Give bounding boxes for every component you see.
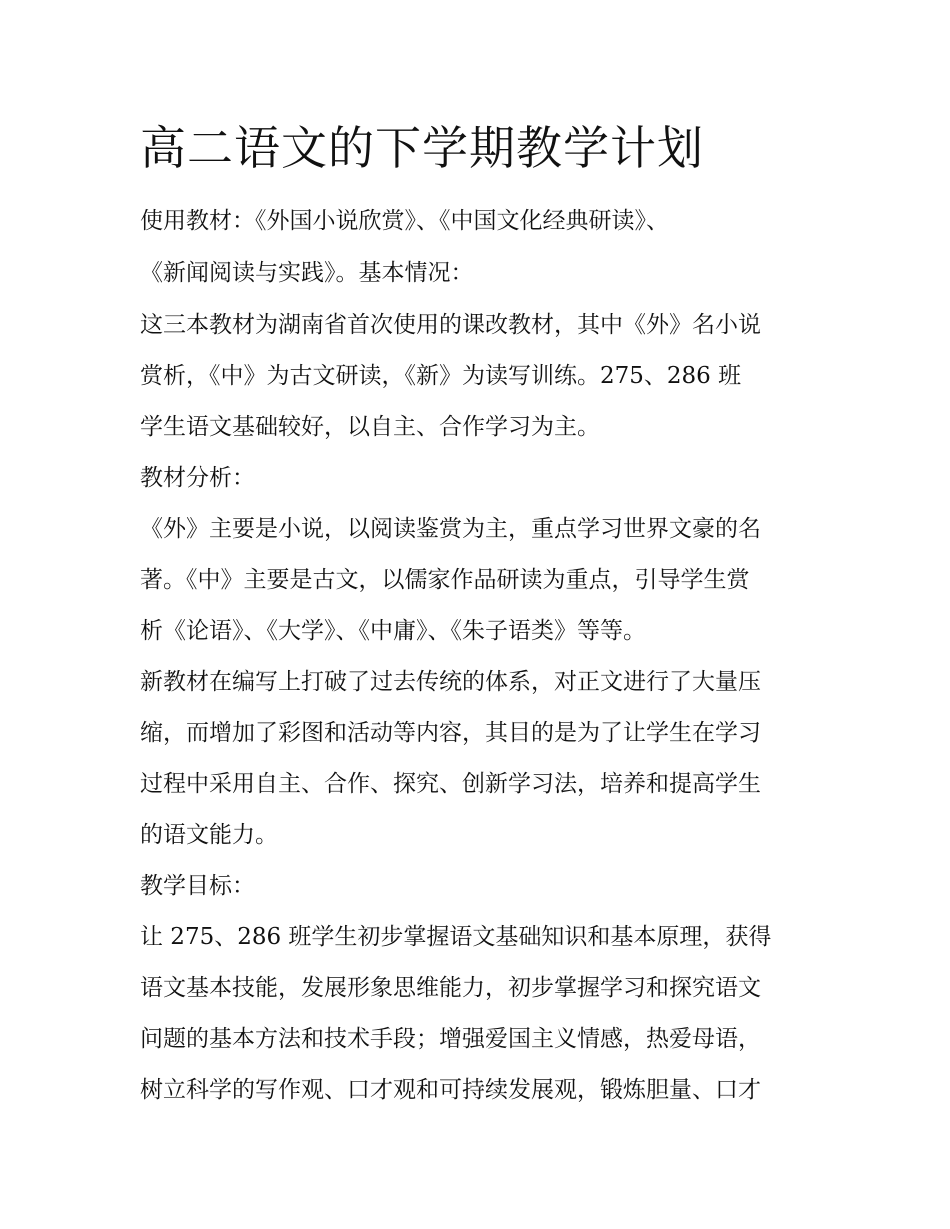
text-line: 树立科学的写作观、口才观和可持续发展观，锻炼胆量、口才: [140, 1077, 761, 1103]
text-line: 学生语文基础较好，以自主、合作学习为主。: [140, 414, 600, 440]
text-line: 问题的基本方法和技术手段；增强爱国主义情感，热爱母语，: [140, 1026, 761, 1052]
text-line: 赏析，《中》为古文研读，《新》为读写训练。275、286 班: [140, 363, 742, 389]
document-title: 高二语文的下学期教学计划: [140, 121, 704, 175]
text-line: 教材分析：: [140, 465, 255, 491]
text-line: 使用教材：《外国小说欣赏》、《中国文化经典研读》、: [140, 208, 669, 234]
text-line: 语文基本技能，发展形象思维能力，初步掌握学习和探究语文: [140, 975, 761, 1001]
text-line: 缩，而增加了彩图和活动等内容，其目的是为了让学生在学习: [140, 720, 761, 746]
text-line: 新教材在编写上打破了过去传统的体系，对正文进行了大量压: [140, 669, 761, 695]
text-line: 析《论语》、《大学》、《中庸》、《朱子语类》等等。: [140, 618, 646, 644]
text-line: 著。《中》主要是古文，以儒家作品研读为重点，引导学生赏: [140, 567, 750, 593]
text-line: 教学目标：: [140, 873, 255, 899]
text-line: 的语文能力。: [140, 822, 278, 848]
text-line: 过程中采用自主、合作、探究、创新学习法，培养和提高学生: [140, 771, 761, 797]
text-line: 《外》主要是小说，以阅读鉴赏为主，重点学习世界文豪的名: [140, 516, 761, 542]
text-line: 让 275、286 班学生初步掌握语文基础知识和基本原理，获得: [140, 924, 772, 950]
text-line: 《新闻阅读与实践》。基本情况：: [140, 260, 474, 286]
text-line: 这三本教材为湖南省首次使用的课改教材，其中《外》名小说: [140, 312, 761, 338]
